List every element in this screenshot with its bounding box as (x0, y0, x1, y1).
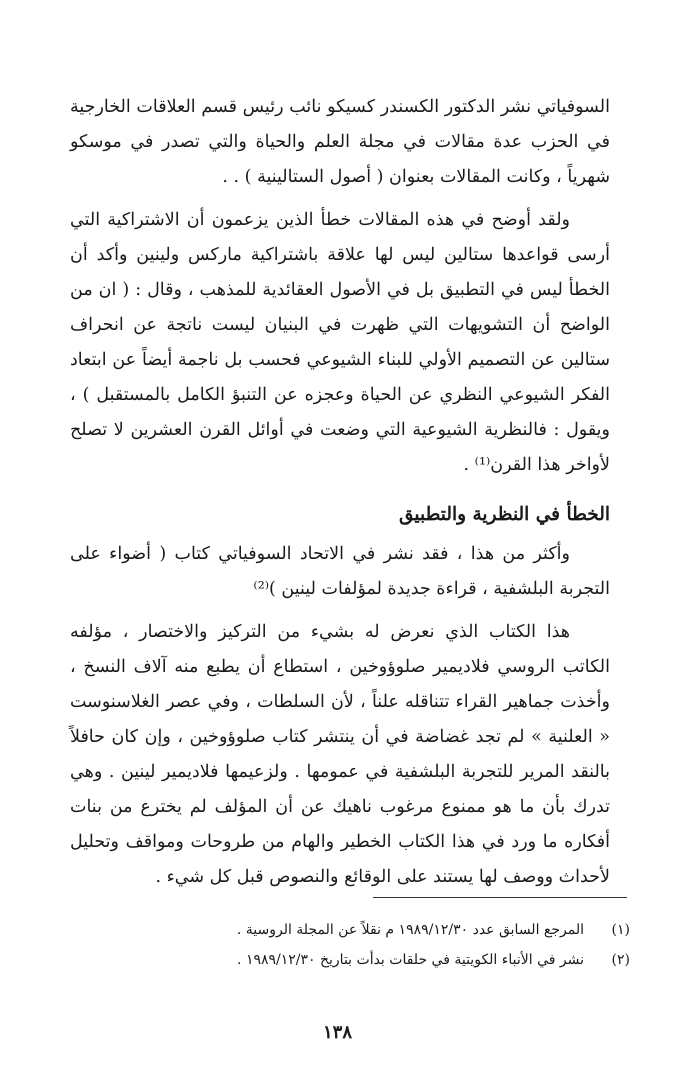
footnote-2 (70, 945, 630, 975)
footnotes (70, 915, 630, 975)
footnote-text: نشر في الأنباء الكويتية في حلقات بدأت بتاريخ ١٩٨٩/١٢/٣٠ . (237, 952, 584, 968)
page-body (70, 90, 610, 895)
section-heading: الخطأ في النظرية والتطبيق (399, 504, 610, 525)
paragraph-1: السوفياتي نشر الدكتور الكسندر كسيكو نائب رئيس قسم العلاقات الخارجية في الحزب عدة مقالات في مجلة العلم والحياة والتي تصدر في موسكو شهرياً ، وكانت المقالات بعنوان ( أصول الستالينية ) . . (70, 97, 610, 187)
footnote-text: المرجع السابق عدد ١٩٨٩/١٢/٣٠ م نقلاً عن المجلة الروسية . (236, 922, 584, 938)
footnote-number: (١) (611, 922, 630, 938)
paragraph-4: هذا الكتاب الذي نعرض له بشيء من التركيز والاختصار ، مؤلفه الكاتب الروسي فلاديمير صلوؤوخين ، استطاع أن يطبع منه آلاف النسخ ، وأخذت جماهير القراء تتناقله علناً ، لأن السلطات ، وفي عصر الغلاسنوست « العلنية » لم تجد غضاضة في أن ينتشر كتاب صلوؤوخين ، وإن كان حافلاً بالنقد المرير للتجربة البلشفية في عمومها . ولزعيمها فلاديمير لينين . وهي تدرك بأن ما هو ممنوع مرغوب ناهيك عن أن المؤلف لم يخترع من بنات أفكاره ما ورد في هذا الكتاب الخطير والهام من طروحات ومواقف وتحليل لأحداث ووصف لها يستند على الوقائع والنصوص قبل كل شيء . (70, 622, 610, 887)
page-number: ١٣٨ (322, 1022, 352, 1043)
footnote-1 (70, 915, 630, 945)
paragraph-2: ولقد أوضح في هذه المقالات خطأ الذين يزعمون أن الاشتراكية التي أرسى قواعدها ستالين ليس لها علاقة باشتراكية ماركس ولينين وأكد أن الخطأ ليس في التطبيق بل في الأصول العقائدية للمذهب ، وقال : ( ان من الواضح أن التشويهات التي ظهرت في البنيان ليست ناتجة عن انحراف ستالين عن التصميم الأولي للبناء الشيوعي فحسب بل ناجمة أيضاً عن ابتعاد الفكر الشيوعي النظري عن الحياة وعجزه عن التنبؤ الكامل بالمستقبل ) ، ويقول : فالنظرية الشيوعية التي وضعت في أوائل القرن العشرين لا تصلح لأواخر هذا القرن⁽¹⁾ . (70, 210, 610, 475)
paragraph-3: وأكثر من هذا ، فقد نشر في الاتحاد السوفياتي كتاب ( أضواء على التجربة البلشفية ، قراءة جديدة لمؤلفات لينين )⁽²⁾ (70, 544, 610, 599)
footnote-number: (٢) (611, 952, 630, 968)
footnote-divider (373, 897, 627, 898)
